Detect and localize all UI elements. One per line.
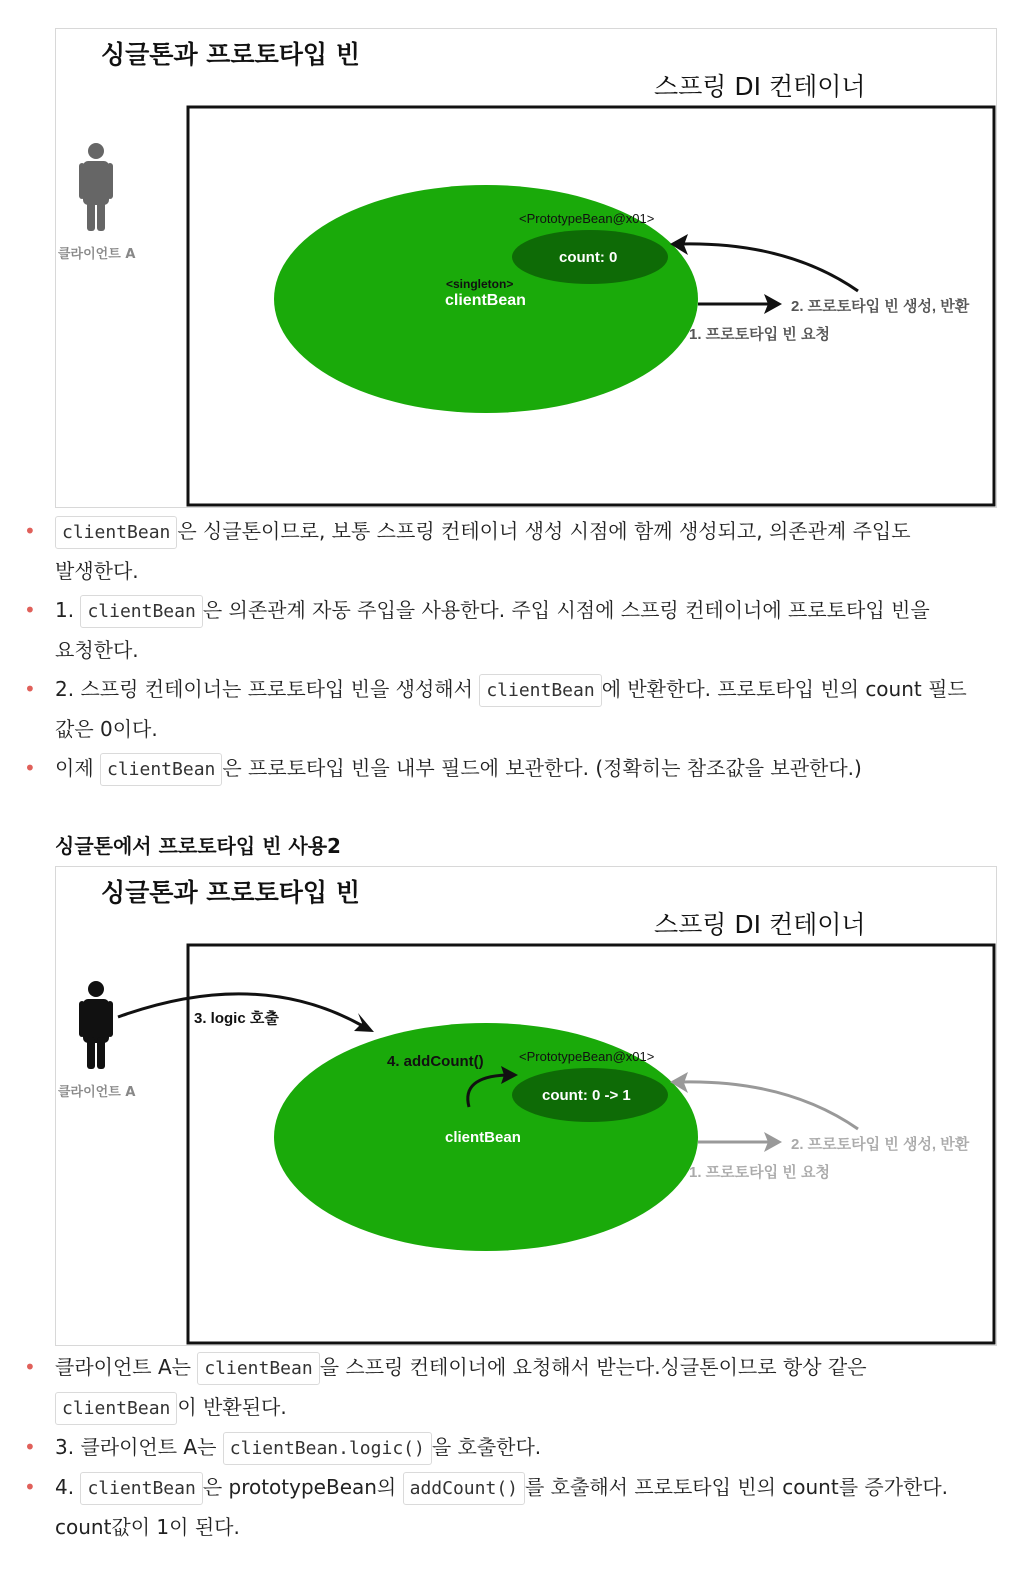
list-item-prefix: 3. 클라이언트 A는 <box>55 1435 223 1459</box>
list-item-text: 를 호출해서 프로토타입 빈의 count를 증가한다. <box>525 1475 949 1499</box>
prototype-bean-ref: <PrototypeBean@x01> <box>519 1049 655 1064</box>
list-item-text: 은 prototypeBean의 <box>202 1475 403 1499</box>
code-client-bean: clientBean <box>100 753 222 786</box>
list-item-text: 이 반환된다. <box>177 1395 287 1419</box>
singleton-label: <singleton> <box>446 277 514 291</box>
container-label: 스프링 DI 컨테이너 <box>654 910 866 939</box>
list-item-prefix: 클라이언트 A는 <box>55 1355 198 1379</box>
code-client-bean: clientBean <box>80 595 202 628</box>
prototype-bean-ref: <PrototypeBean@x01> <box>519 211 655 226</box>
list-item-prefix: 2. 스프링 컨테이너는 프로토타입 빈을 생성해서 <box>55 677 480 701</box>
list-item-text: 을 스프링 컨테이너에 요청해서 받는다.싱글톤이므로 항상 같은 <box>319 1355 867 1379</box>
list-item <box>0 1428 1018 1468</box>
client-bean-label: clientBean <box>445 292 526 309</box>
list-item-text: 은 의존관계 자동 주입을 사용한다. 주입 시점에 스프링 컨테이너에 프로토타입 빈을 <box>202 598 930 622</box>
client-label: 클라이언트 A <box>58 1085 136 1100</box>
list-item <box>0 670 1018 749</box>
list-item-text: 요청한다. <box>55 638 139 662</box>
list-item-text: 에 반환한다. 프로토타입 빈의 count 필드 <box>601 677 967 701</box>
bullet-list-2 <box>0 1348 1018 1547</box>
request-label: 1. 프로토타입 빈 요청 <box>689 326 830 343</box>
code-client-bean: clientBean <box>80 1472 202 1505</box>
list-item <box>0 512 1018 591</box>
bullet-list-1 <box>0 512 1018 789</box>
list-item-text: 발생한다. <box>55 559 139 583</box>
container-label: 스프링 DI 컨테이너 <box>654 72 866 101</box>
create-return-label: 2. 프로토타입 빈 생성, 반환 <box>791 1136 970 1153</box>
list-item <box>0 1468 1018 1547</box>
request-label: 1. 프로토타입 빈 요청 <box>689 1164 830 1181</box>
list-item-text: 을 호출한다. <box>431 1435 542 1459</box>
code-add-count: addCount() <box>403 1472 525 1505</box>
add-count-label: 4. addCount() <box>387 1053 484 1070</box>
code-client-bean: clientBean <box>55 1392 177 1425</box>
list-item-text: 값은 0이다. <box>55 717 158 741</box>
list-item-text: 은 싱글톤이므로, 보통 스프링 컨테이너 생성 시점에 함께 생성되고, 의존관계 주입도 <box>177 519 911 543</box>
diagram-singleton-prototype-1 <box>55 28 997 508</box>
code-client-bean: clientBean <box>55 516 177 549</box>
code-client-bean: clientBean <box>479 674 601 707</box>
code-client-bean: clientBean <box>197 1352 319 1385</box>
client-bean-label: clientBean <box>445 1129 521 1146</box>
list-item <box>0 591 1018 670</box>
person-icon <box>79 143 113 231</box>
list-item <box>0 749 1018 789</box>
count-label: count: 0 <box>559 249 618 266</box>
logic-call-label: 3. logic 호출 <box>194 1010 279 1027</box>
list-item-text: count값이 1이 된다. <box>55 1515 240 1539</box>
list-item <box>0 1348 1018 1428</box>
count-label: count: 0 -> 1 <box>542 1087 631 1104</box>
diagram-title: 싱글톤과 프로토타입 빈 <box>101 878 360 907</box>
diagram-title: 싱글톤과 프로토타입 빈 <box>101 40 360 69</box>
list-item-prefix: 1. <box>55 598 81 622</box>
diagram-singleton-prototype-2 <box>55 866 997 1346</box>
client-label: 클라이언트 A <box>58 247 136 262</box>
list-item-text: 은 프로토타입 빈을 내부 필드에 보관한다. (정확히는 참조값을 보관한다.) <box>222 756 862 780</box>
list-item-prefix: 이제 <box>55 756 100 780</box>
code-client-bean-logic: clientBean.logic() <box>223 1432 432 1465</box>
list-item-prefix: 4. <box>55 1475 81 1499</box>
create-return-label: 2. 프로토타입 빈 생성, 반환 <box>791 298 970 315</box>
section-title: 싱글톤에서 프로토타입 빈 사용2 <box>55 834 341 858</box>
person-icon <box>79 981 113 1069</box>
